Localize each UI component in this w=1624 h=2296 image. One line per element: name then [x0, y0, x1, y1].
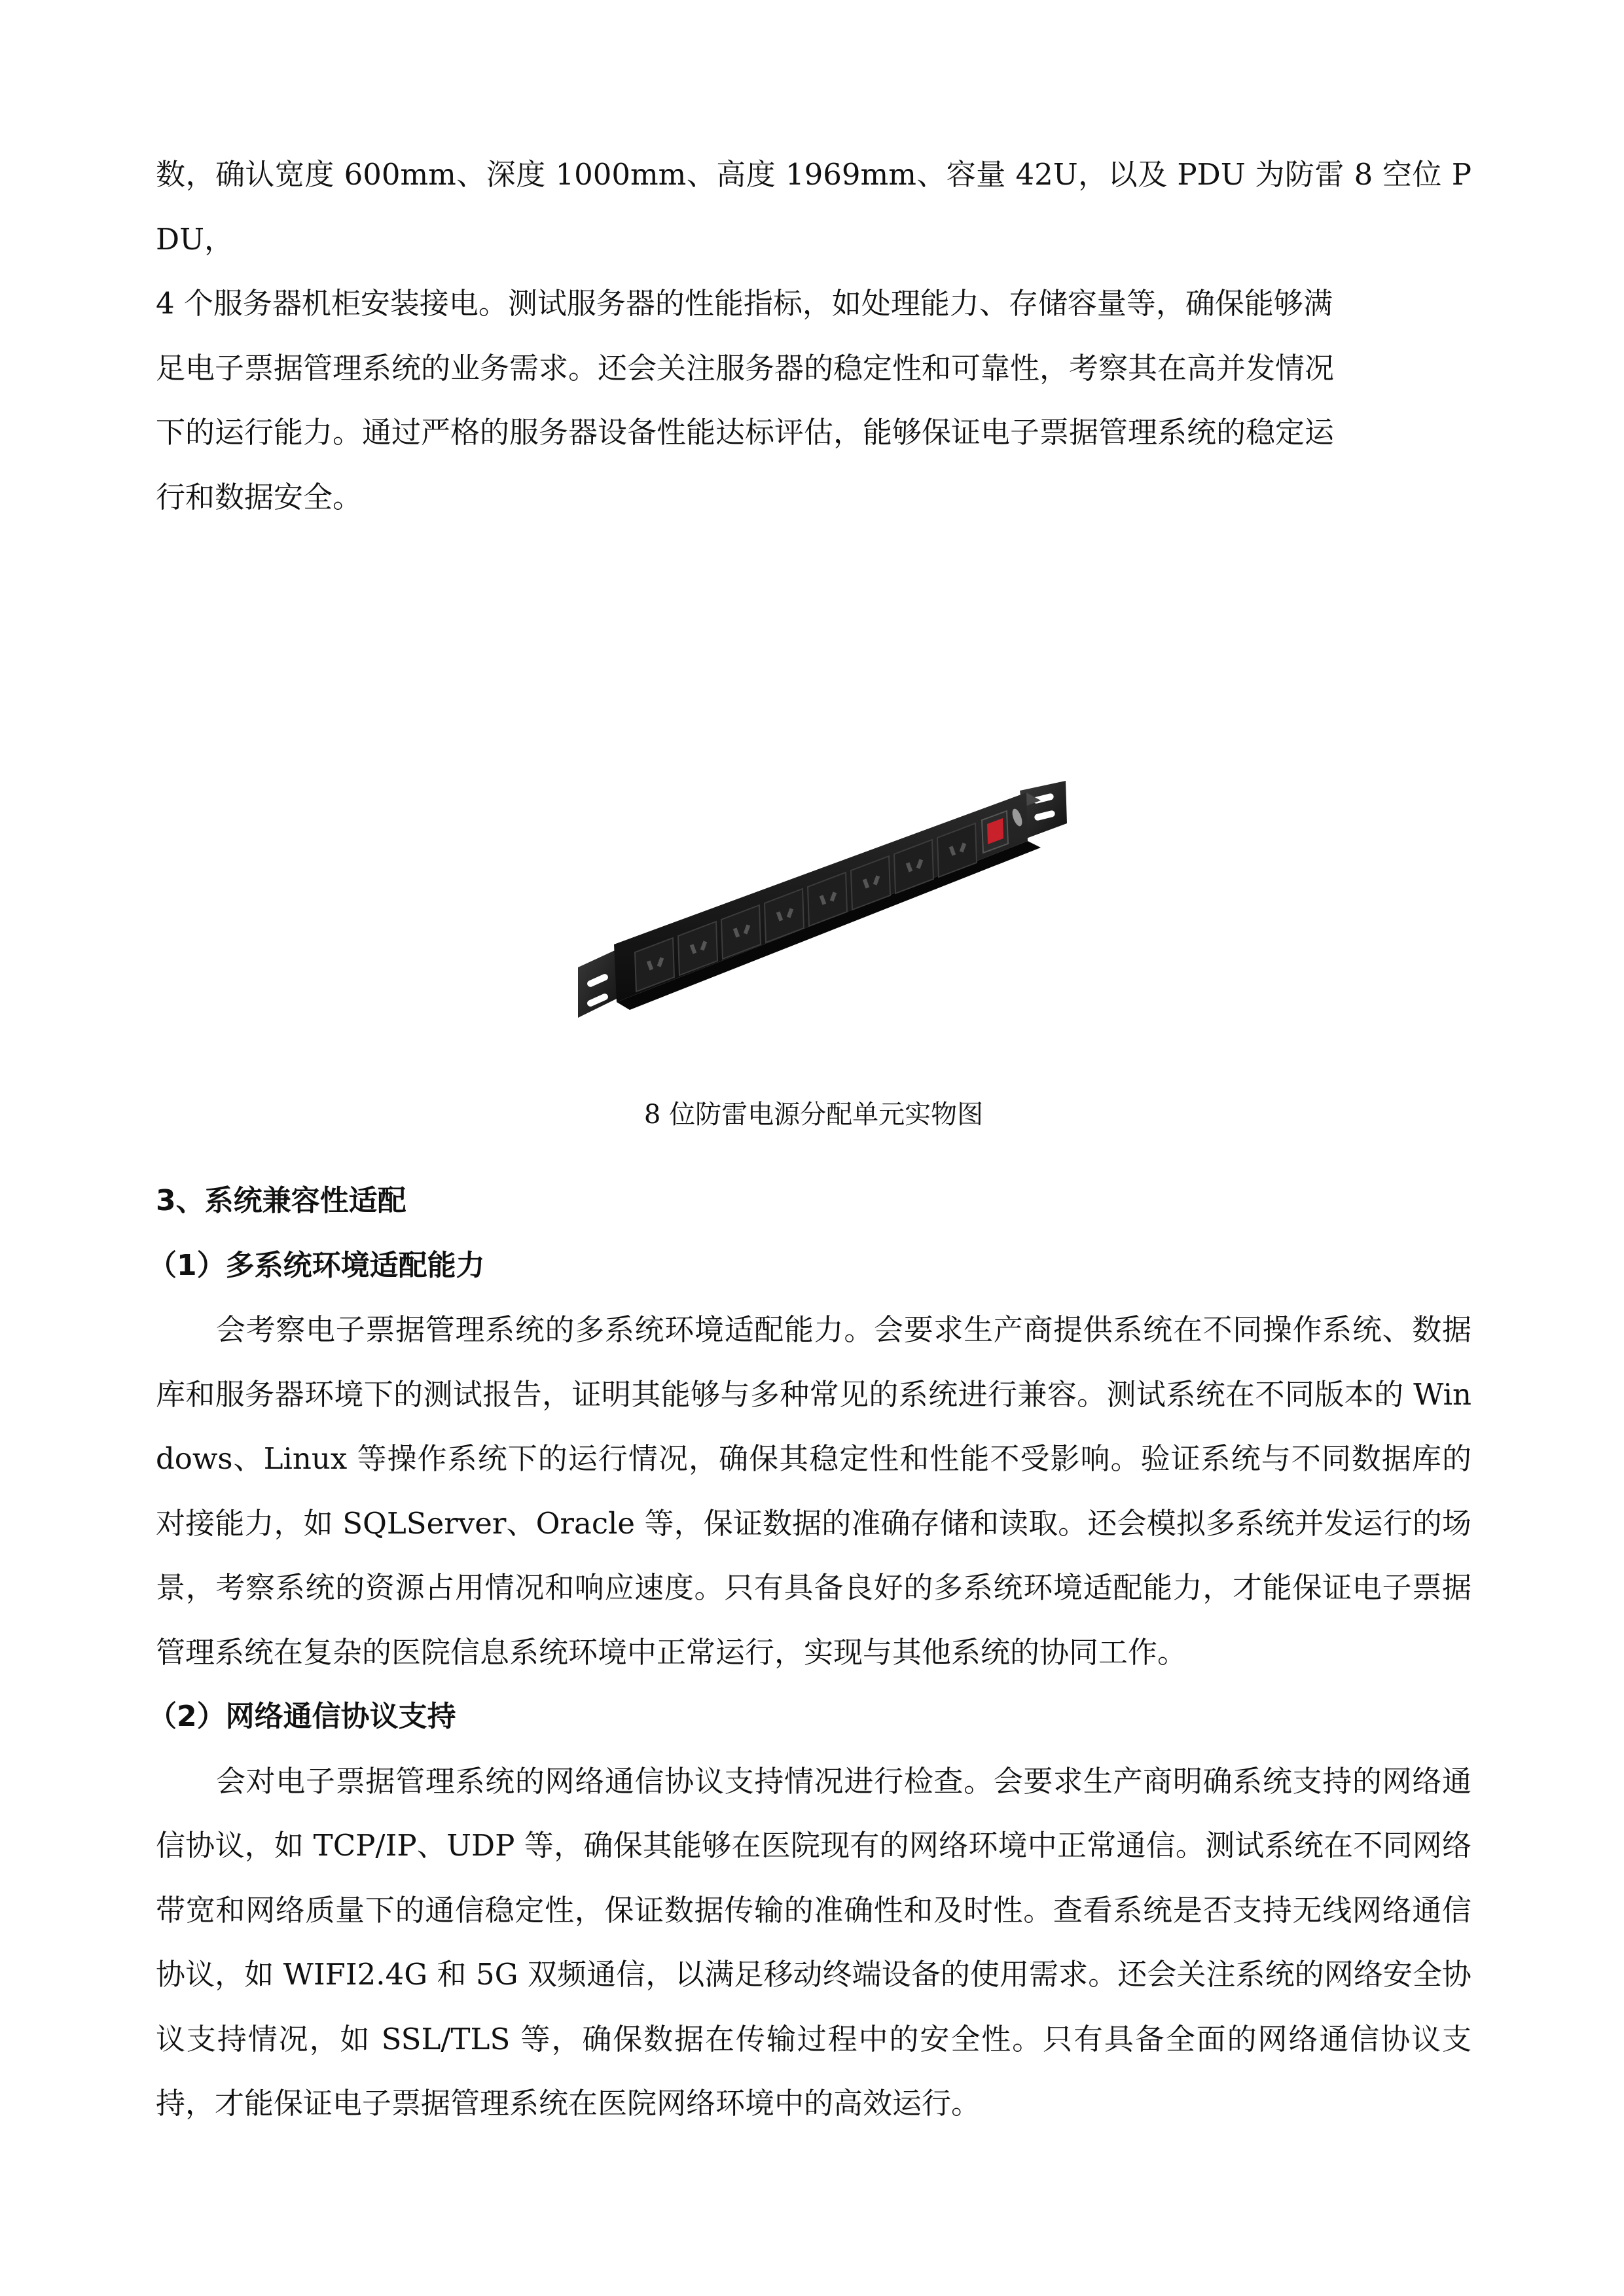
- pdu-photo: [575, 781, 1072, 1030]
- intro-line-1: 数，确认宽度 600mm、深度 1000mm、高度 1969mm、容量 42U，以及 PDU 为防雷 8 空位 PDU，: [156, 157, 1471, 257]
- intro-line-2: 4 个服务器机柜安装接电。测试服务器的性能指标，如处理能力、存储容量等，确保能够满: [156, 286, 1333, 321]
- intro-paragraph: [156, 143, 1471, 529]
- section-3-title: 3、系统兼容性适配: [156, 1184, 406, 1217]
- section-system-compatibility: [148, 1169, 1471, 2136]
- subsection-1-title: （1）多系统环境适配能力: [148, 1248, 485, 1282]
- intro-line-3: 足电子票据管理系统的业务需求。还会关注服务器的稳定性和可靠性，考察其在高并发情况: [156, 350, 1335, 386]
- subsection-2-body: 会对电子票据管理系统的网络通信协议支持情况进行检查。会要求生产商明确系统支持的网络通信协议，如 TCP/IP、UDP 等，确保其能够在医院现有的网络环境中正常通信。测试系统在不同网络带宽和网络质量下的通信稳定性，保证数据传输的准确性和及时性。查看系统是否支持无线网络通信协议，如 WIFI2.4G 和 5G 双频通信，以满足移动终端设备的使用需求。还会关注系统的网络安全协议支持情况，如 SSL/TLS 等，确保数据在传输过程中的安全性。只有具备全面的网络通信协议支持，才能保证电子票据管理系统在医院网络环境中的高效运行。: [156, 1763, 1471, 2121]
- subsection-2-title: （2）网络通信协议支持: [148, 1700, 456, 1733]
- figure-caption: 8 位防雷电源分配单元实物图: [643, 1100, 984, 1130]
- pdu-figure: [156, 781, 1471, 1134]
- intro-line-4: 下的运行能力。通过严格的服务器设备性能达标评估，能够保证电子票据管理系统的稳定运: [156, 415, 1335, 450]
- intro-line-5: 行和数据安全。: [156, 479, 363, 514]
- subsection-1-body: 会考察电子票据管理系统的多系统环境适配能力。会要求生产商提供系统在不同操作系统、数据库和服务器环境下的测试报告，证明其能够与多种常见的系统进行兼容。测试系统在不同版本的 Windows、Linux 等操作系统下的运行情况，确保其稳定性和性能不受影响。验证系统与不同数据库的对接能力，如 SQLServer、Oracle 等，保证数据的准确存储和读取。还会模拟多系统并发运行的场景，考察系统的资源占用情况和响应速度。只有具备良好的多系统环境适配能力，才能保证电子票据管理系统在复杂的医院信息系统环境中正常运行，实现与其他系统的协同工作。: [156, 1312, 1471, 1670]
- pdu-power-strip-icon: [575, 781, 1072, 1030]
- page-content: [148, 143, 1471, 2121]
